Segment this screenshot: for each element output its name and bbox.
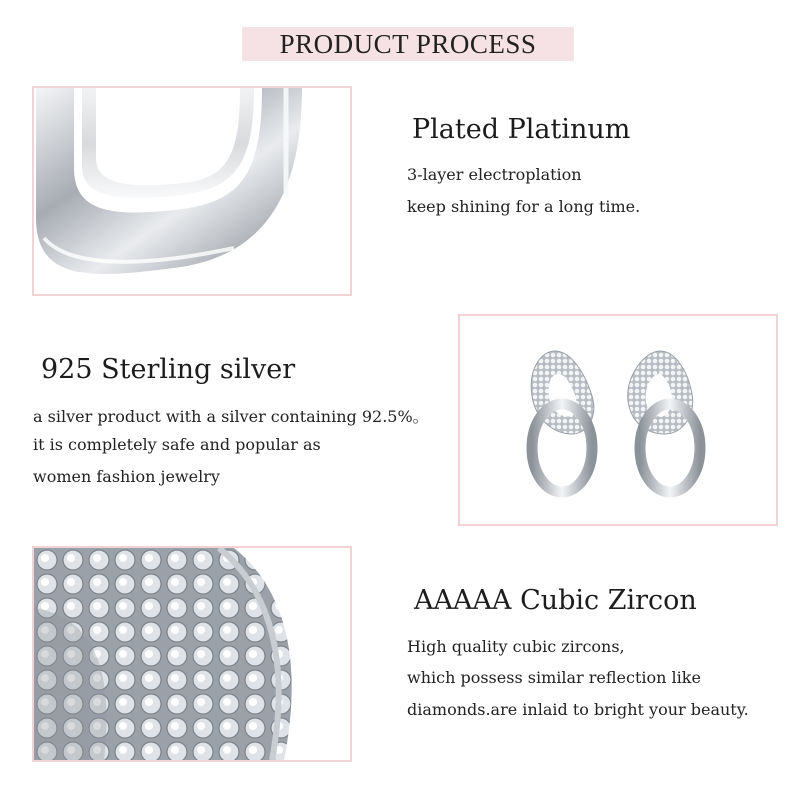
platinum-closeup-image — [34, 88, 350, 294]
section-text-line: diamonds.are inlaid to bright your beauty. — [407, 700, 749, 719]
zircon-closeup-image — [34, 548, 350, 760]
earrings-image-frame — [458, 314, 778, 526]
section-heading-sterling-silver: 925 Sterling silver — [41, 354, 296, 385]
section-text-line: a silver product with a silver containing 92.5%。 — [33, 407, 429, 426]
section-text-line: which possess similar reflection like — [407, 668, 701, 687]
zircon-image-frame — [32, 546, 352, 762]
platinum-image-frame — [32, 86, 352, 296]
section-text-line: High quality cubic zircons, — [407, 637, 625, 656]
section-text-line: 3-layer electroplation — [407, 165, 582, 184]
section-heading-plated-platinum: Plated Platinum — [412, 114, 631, 145]
right-earring-shape — [628, 351, 700, 492]
section-heading-cubic-zircon: AAAAA Cubic Zircon — [414, 585, 697, 616]
left-earring-shape — [531, 351, 594, 492]
section-text-line: keep shining for a long time. — [407, 197, 641, 216]
section-text-line: it is completely safe and popular as — [33, 435, 321, 454]
page-title: PRODUCT PROCESS — [279, 29, 537, 59]
section-text-line: women fashion jewelry — [33, 467, 220, 486]
earrings-image — [460, 316, 776, 524]
